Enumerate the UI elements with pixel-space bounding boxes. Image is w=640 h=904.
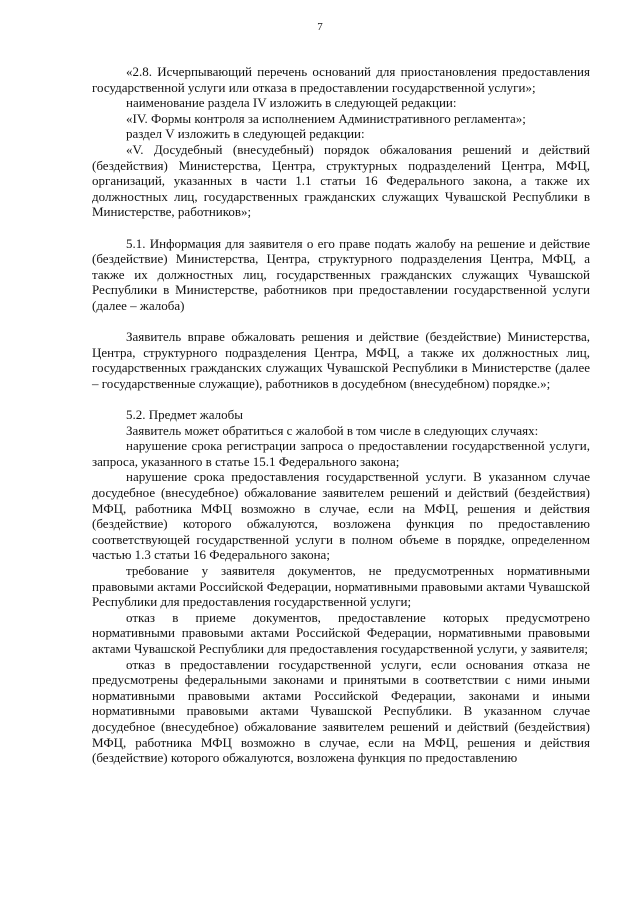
list-item: нарушение срока регистрации запроса о предоставлении государственной услуги, запроса, указанного в статье 15.1 Федерального закона; bbox=[92, 438, 590, 469]
list-item: отказ в предоставлении государственной услуги, если основания отказа не предусмотрены федеральными законами и принятыми в соответствии с ними иными нормативными правовыми актами Российской Федерации, законами и иными нормативными правовыми актами Чувашской Республики. В указанном случае досудебное (внесудебное) обжалование заявителем решений и действий (бездействия) МФЦ, работника МФЦ возможно в случае, если на МФЦ, решения и действия (бездействие) которого обжалуются, возложена функция по предоставлению bbox=[92, 656, 590, 766]
blank-line bbox=[92, 391, 590, 407]
blank-line bbox=[92, 220, 590, 236]
paragraph: наименование раздела IV изложить в следующей редакции: bbox=[126, 95, 457, 111]
paragraph: «V. Досудебный (внесудебный) порядок обжалования решений и действий (бездействия) Министерства, Центра, структурных подразделений Центра, МФЦ, организаций, указанных в части 1.1 статьи 16 Федерального закона, а также их должностных лиц, государственных гражданских служащих Чувашской Республики в Министерстве, работников»; bbox=[92, 141, 590, 220]
paragraph: Заявитель может обратиться с жалобой в том числе в следующих случаях: bbox=[126, 422, 539, 438]
page-number: 7 bbox=[317, 21, 323, 33]
section-heading-5-2: 5.2. Предмет жалобы bbox=[126, 407, 243, 423]
section-heading-5-1: 5.1. Информация для заявителя о его праве подать жалобу на решение и действие (бездействие) Министерства, Центра, структурного подразделения Центра, МФЦ, а также их должностных лиц, государственных гражданских служащих Чувашской Республики в Министерстве, работников при предоставлении государственной услуги (далее – жалоба) bbox=[92, 235, 590, 313]
document-body bbox=[92, 64, 590, 766]
paragraph: Заявитель вправе обжаловать решения и действие (бездействие) Министерства, Центра, структурного подразделения Центра, МФЦ, а также их должностных лиц, государственных гражданских служащих Чувашской Республики в Министерстве (далее – государственные служащие), работников в досудебном (внесудебном) порядке.»; bbox=[92, 329, 590, 391]
list-item: требование у заявителя документов, не предусмотренных нормативными правовыми актами Российской Федерации, нормативными правовыми актами Чувашской Республики для предоставления государственной услуги; bbox=[92, 563, 590, 610]
list-item: отказ в приеме документов, предоставление которых предусмотрено нормативными правовыми актами Российской Федерации, нормативными правовыми актами Чувашской Республики для предоставления государственной услуги, у заявителя; bbox=[92, 609, 590, 656]
paragraph: раздел V изложить в следующей редакции: bbox=[126, 126, 365, 142]
paragraph: «2.8. Исчерпывающий перечень оснований для приостановления предоставления государственной услуги или отказа в предоставлении государственной услуги»; bbox=[92, 64, 590, 95]
list-item: нарушение срока предоставления государственной услуги. В указанном случае досудебное (внесудебное) обжалование заявителем решений и действий (бездействия) МФЦ, работника МФЦ возможно в случае, если на МФЦ, решения и действия (бездействие) которого обжалуются, возложена функция по предоставлению соответствующей государственной услуги в полном объеме в порядке, определенном частью 1.3 статьи 16 Федерального закона; bbox=[92, 469, 590, 563]
paragraph: «IV. Формы контроля за исполнением Административного регламента»; bbox=[126, 110, 526, 126]
blank-line bbox=[92, 314, 590, 330]
